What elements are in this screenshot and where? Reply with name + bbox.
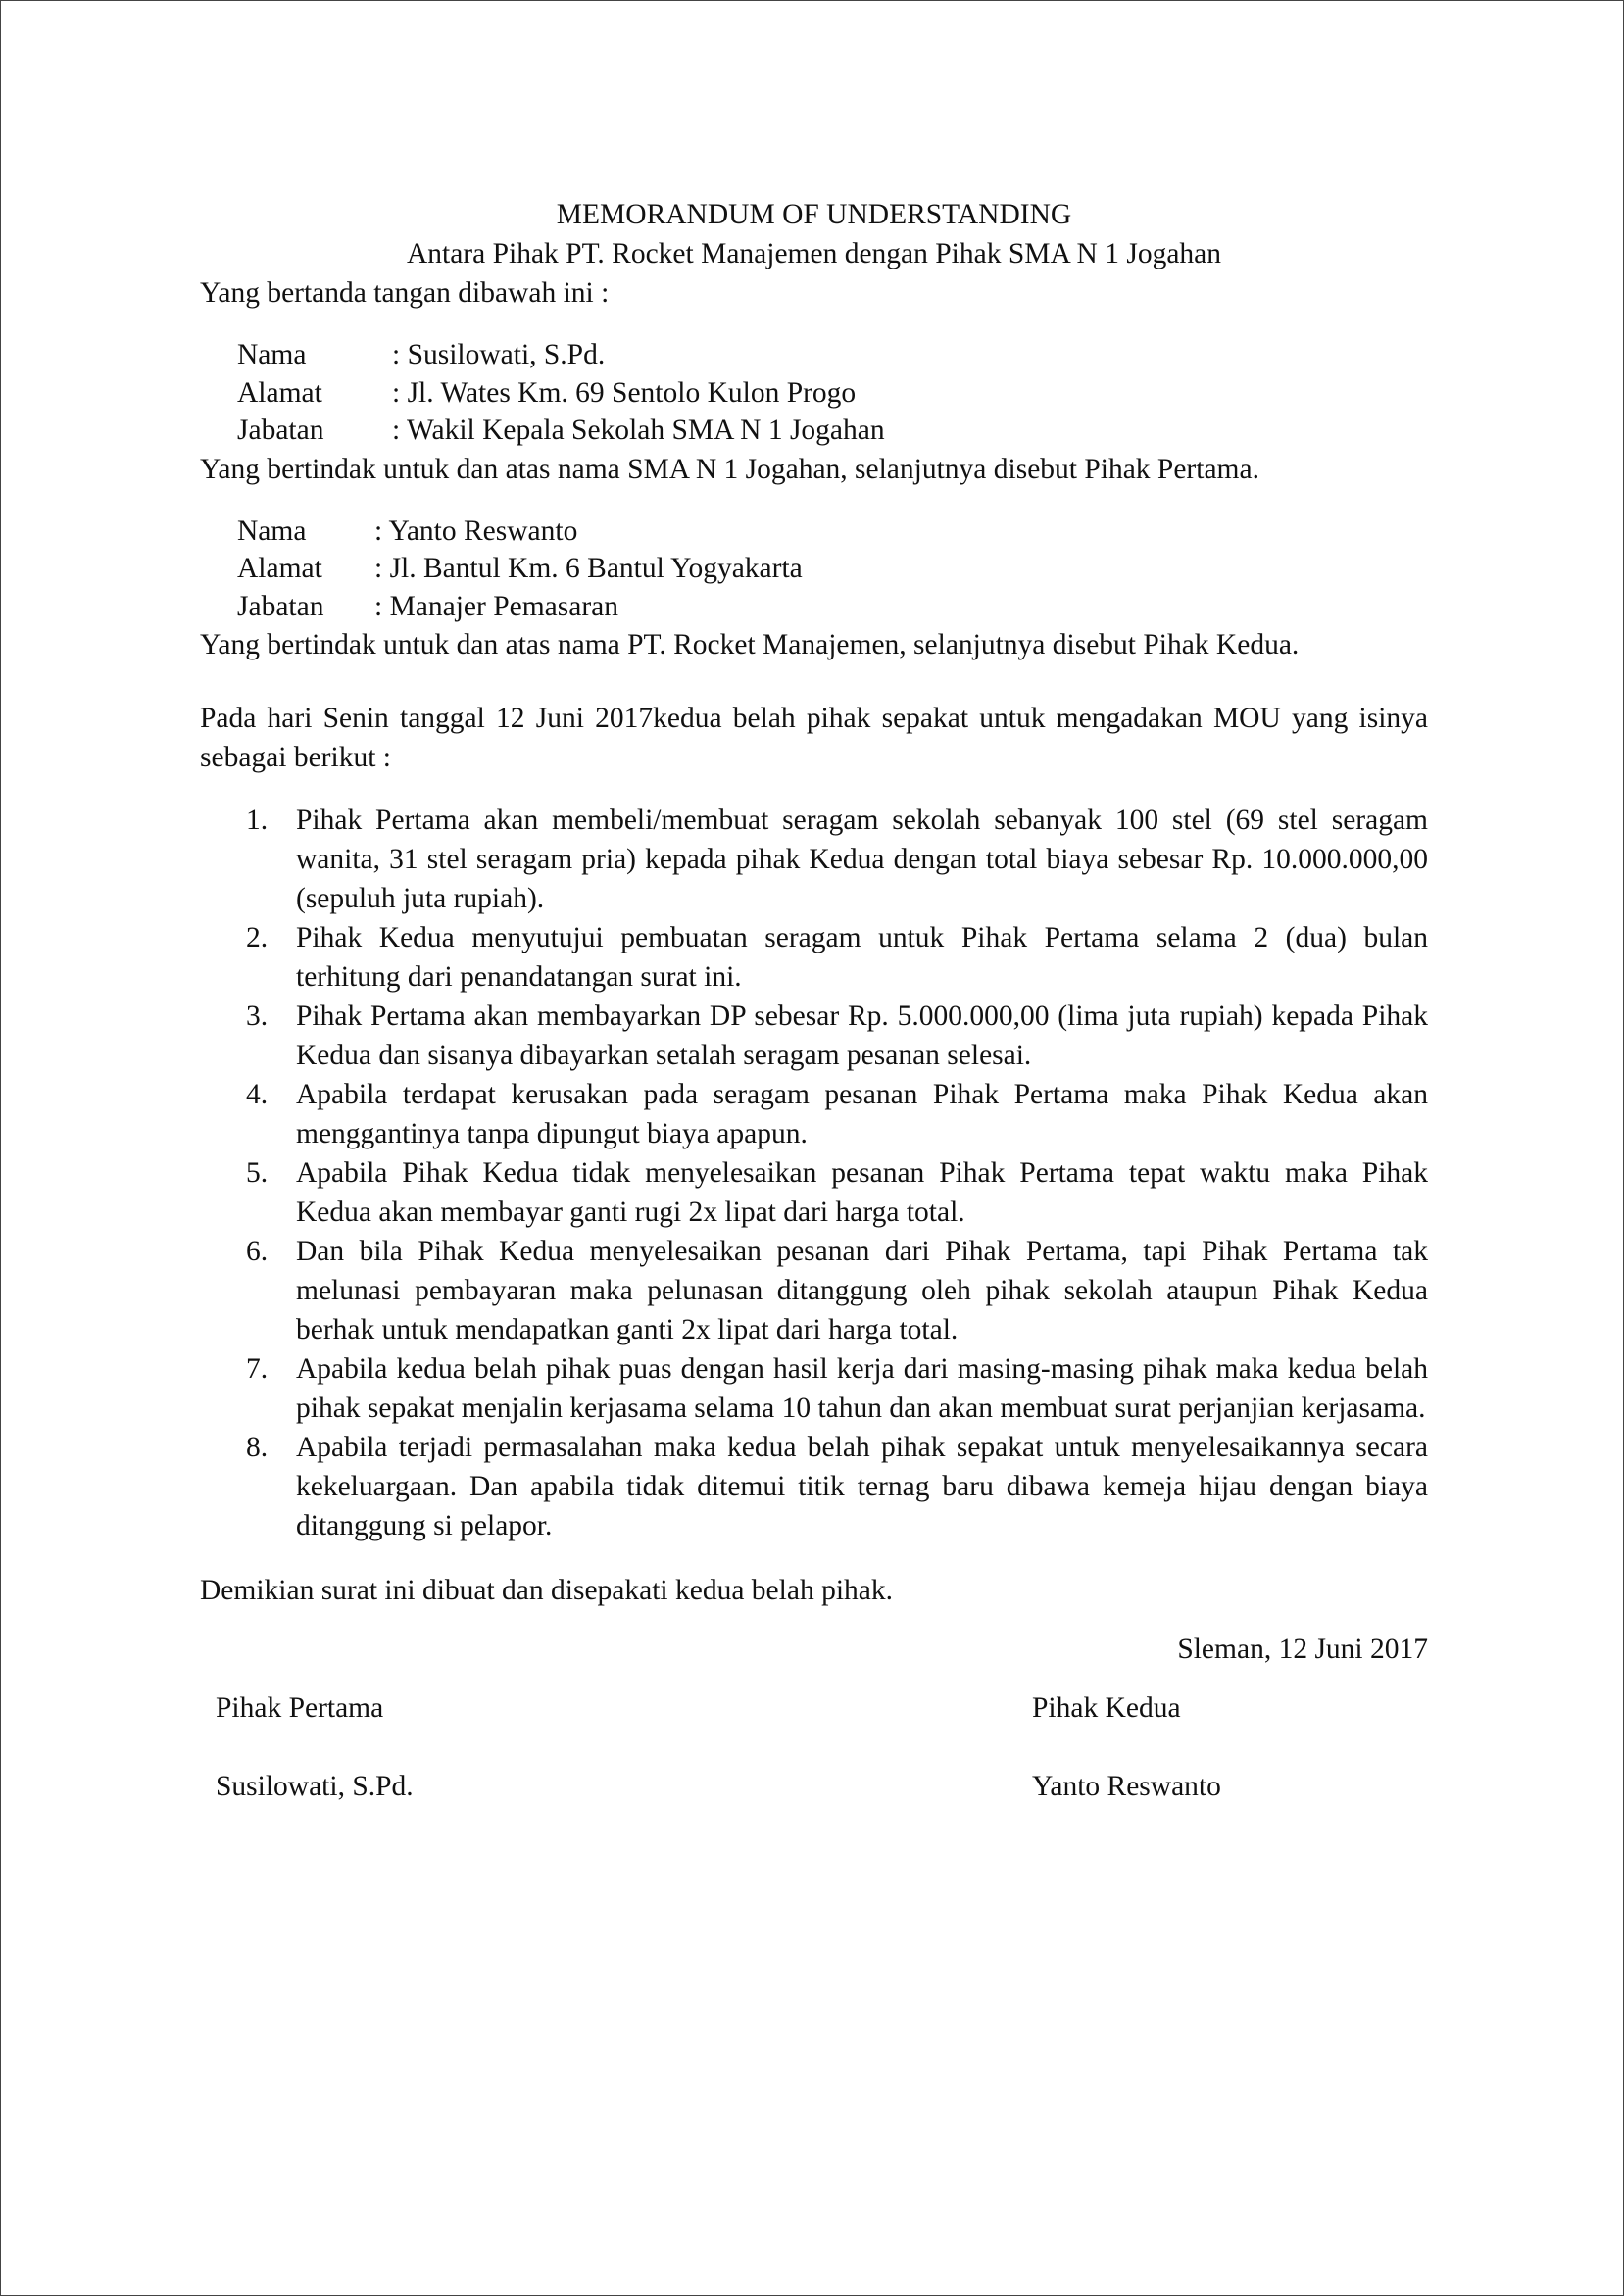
place-date: Sleman, 12 Juni 2017 xyxy=(1177,1634,1428,1665)
clause-number: 3. xyxy=(246,1001,269,1032)
party2-identity xyxy=(237,513,1428,626)
clause-number: 4. xyxy=(246,1079,269,1110)
field-label: Jabatan xyxy=(237,590,324,622)
party1-address-row xyxy=(237,374,1428,413)
second-party-signatory: Yanto Reswanto xyxy=(1032,1771,1221,1802)
clause-item xyxy=(200,1232,1428,1349)
document-title: MEMORANDUM OF UNDERSTANDING xyxy=(556,199,1072,230)
clause-item xyxy=(200,997,1428,1075)
clause-text: Pihak Pertama akan membayarkan DP sebesar Rp. 5.000.000,00 (lima juta rupiah) kepada Pihak Kedua dan sisanya dibayarkan setalah seragam pesanan selesai. xyxy=(296,1001,1428,1071)
clause-text: Apabila kedua belah pihak puas dengan hasil kerja dari masing-masing pihak maka kedua belah pihak sepakat menjalin kerjasama selama 10 tahun dan akan membuat surat perjanjian kerjasama. xyxy=(296,1353,1428,1424)
clause-text: Apabila terdapat kerusakan pada seragam pesanan Pihak Pertama maka Pihak Kedua akan menggantinya tanpa dipungut biaya apapun. xyxy=(296,1079,1428,1149)
field-label: Nama xyxy=(237,339,307,370)
field-value: : Manajer Pemasaran xyxy=(374,590,619,622)
first-party-role: Pihak Pertama xyxy=(216,1692,384,1724)
party1-statement: Yang bertindak untuk dan atas nama SMA N 1 Jogahan, selanjutnya disebut Pihak Pertama. xyxy=(200,453,1259,485)
field-value: : Yanto Reswanto xyxy=(374,514,578,547)
closing-text: Demikian surat ini dibuat dan disepakati kedua belah pihak. xyxy=(200,1575,893,1606)
clause-text: Apabila terjadi permasalahan maka kedua belah pihak sepakat untuk menyelesaikannya secara kekeluargaan. Dan apabila tidak ditemui titik ternag baru dibawa kemeja hijau dengan biaya ditanggung si pelapor. xyxy=(296,1432,1428,1541)
document-body xyxy=(200,195,1428,1806)
clause-number: 8. xyxy=(246,1432,269,1463)
party2-position-row xyxy=(237,588,1428,626)
agreement-intro: Pada hari Senin tanggal 12 Juni 2017kedua belah pihak sepakat untuk mengadakan MOU yang isinya sebagai berikut : xyxy=(200,703,1428,773)
clause-number: 1. xyxy=(246,805,269,836)
clause-item xyxy=(200,1075,1428,1153)
clause-item xyxy=(200,1428,1428,1545)
clause-text: Pihak Pertama akan membeli/membuat seragam sekolah sebanyak 100 stel (69 stel seragam wanita, 31 stel seragam pria) kepada pihak Kedua dengan total biaya sebesar Rp. 10.000.000,00 (sepuluh juta rupiah). xyxy=(296,805,1428,914)
field-value: : Jl. Bantul Km. 6 Bantul Yogyakarta xyxy=(374,553,803,584)
field-label: Nama xyxy=(237,514,307,547)
document-subtitle: Antara Pihak PT. Rocket Manajemen dengan Pihak SMA N 1 Jogahan xyxy=(406,238,1222,269)
clause-item xyxy=(200,1349,1428,1428)
field-value: : Jl. Wates Km. 69 Sentolo Kulon Progo xyxy=(392,376,857,409)
clause-text: Pihak Kedua menyutujui pembuatan seragam untuk Pihak Pertama selama 2 (dua) bulan terhitung dari penandatangan surat ini. xyxy=(296,922,1428,993)
second-party-role: Pihak Kedua xyxy=(1032,1692,1181,1724)
field-label: Jabatan xyxy=(237,415,324,446)
clause-number: 2. xyxy=(246,922,269,953)
party1-identity xyxy=(237,336,1428,450)
signature-block xyxy=(200,1688,1428,1806)
clause-number: 6. xyxy=(246,1236,269,1267)
party1-name-row xyxy=(237,336,1428,374)
clause-text: Apabila Pihak Kedua tidak menyelesaikan pesanan Pihak Pertama tepat waktu maka Pihak Kedua akan membayar ganti rugi 2x lipat dari harga total. xyxy=(296,1157,1428,1228)
field-label: Alamat xyxy=(237,376,322,409)
clause-item xyxy=(200,1153,1428,1232)
clause-number: 5. xyxy=(246,1157,269,1189)
party2-address-row xyxy=(237,550,1428,588)
field-value: : Susilowati, S.Pd. xyxy=(392,339,606,370)
clause-number: 7. xyxy=(246,1353,269,1385)
intro-text: Yang bertanda tangan dibawah ini : xyxy=(200,277,610,309)
clause-item xyxy=(200,918,1428,997)
party1-position-row xyxy=(237,412,1428,450)
party2-name-row xyxy=(237,513,1428,551)
clause-list xyxy=(200,801,1428,1545)
first-party-signatory: Susilowati, S.Pd. xyxy=(216,1771,414,1802)
clause-item xyxy=(200,801,1428,918)
party2-statement: Yang bertindak untuk dan atas nama PT. Rocket Manajemen, selanjutnya disebut Pihak Kedua. xyxy=(200,629,1300,660)
field-value: : Wakil Kepala Sekolah SMA N 1 Jogahan xyxy=(392,415,885,446)
field-label: Alamat xyxy=(237,553,322,584)
clause-text: Dan bila Pihak Kedua menyelesaikan pesanan dari Pihak Pertama, tapi Pihak Pertama tak melunasi pembayaran maka pelunasan ditanggung oleh pihak sekolah ataupun Pihak Kedua berhak untuk mendapatkan ganti 2x lipat dari harga total. xyxy=(296,1236,1428,1345)
